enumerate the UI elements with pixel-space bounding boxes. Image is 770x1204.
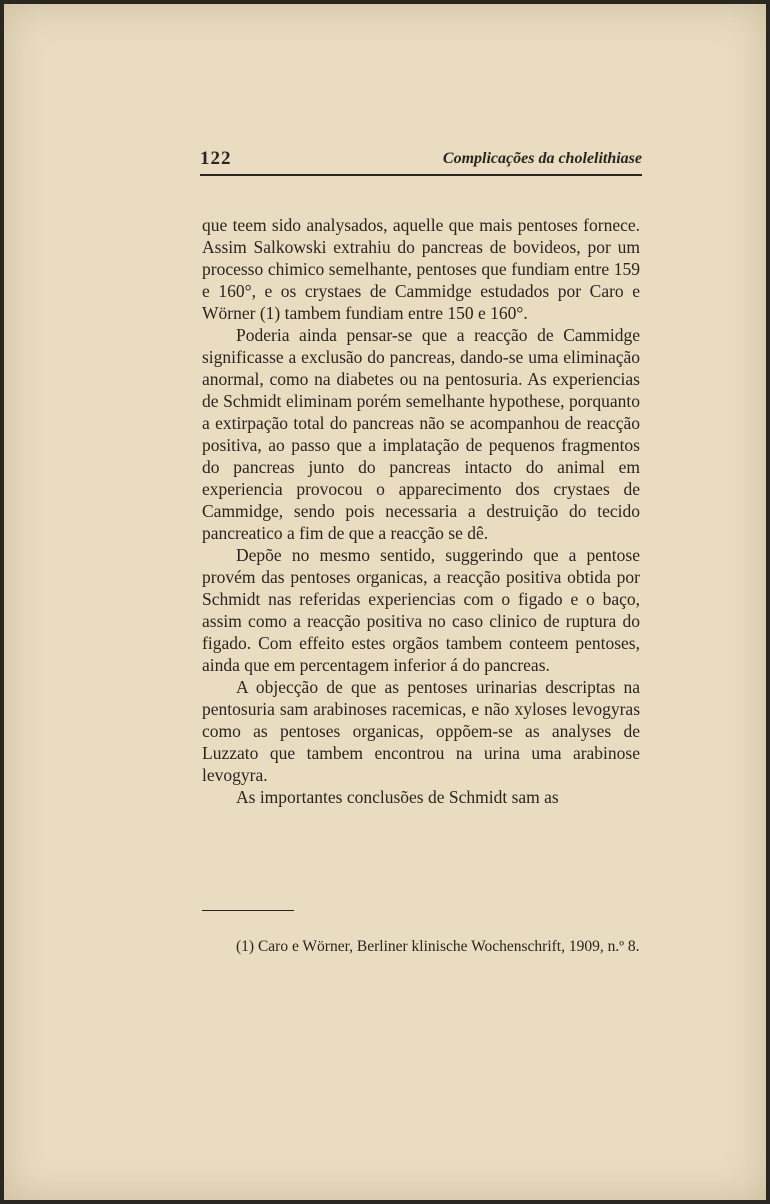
page-header [200,148,642,176]
paragraph: A objecção de que as pentoses urinarias descriptas na pentosuria sam arabinoses racemicas, e não xyloses levogyras como as pentoses organicas, oppõem-se as analyses de Luzzato que tambem encontrou na urina uma arabinose levogyra. [202,677,640,785]
footnote: (1) Caro e Wörner, Berliner klinische Wochenschrift, 1909, n.º 8. [236,938,640,955]
paragraph: Poderia ainda pensar-se que a reacção de Cammidge significasse a exclusão do pancreas, dando-se uma eliminação anormal, como na diabetes ou na pentosuria. As experiencias de Schmidt eliminam porém semelhante hypothese, porquanto a extirpação total do pancreas não se acompanhou de reacção positiva, ao passo que a implatação de pequenos fragmentos do pancreas junto do pancreas intacto do animal em experiencia provocou o apparecimento dos crystaes de Cammidge, sendo pois necessaria a destruição do tecido pancreatico a fim de que a reacção se dê. [202,325,640,543]
footnote-divider [202,910,294,911]
paragraph-continued: que teem sido analysados, aquelle que mais pentoses fornece. Assim Salkowski extrahiu do pancreas de bovideos, por um processo chimico semelhante, pentoses que fundiam entre 159 e 160°, e os crystaes de Cammidge estudados por Caro e Wörner (1) tambem fundiam entre 150 e 160°. [202,215,640,323]
paragraph: As importantes conclusões de Schmidt sam as [236,787,559,807]
book-page [4,4,766,1200]
body-text [202,214,640,808]
paragraph: Depõe no mesmo sentido, suggerindo que a pentose provém das pentoses organicas, a reacção positiva obtida por Schmidt nas referidas experiencias com o figado e o baço, assim como a reacção positiva no caso clinico de ruptura do figado. Com effeito estes orgãos tambem conteem pentoses, ainda que em percentagem inferior á do pancreas. [202,545,640,675]
running-title: Complicações da cholelithiase [442,150,642,167]
page-number: 122 [200,148,232,169]
